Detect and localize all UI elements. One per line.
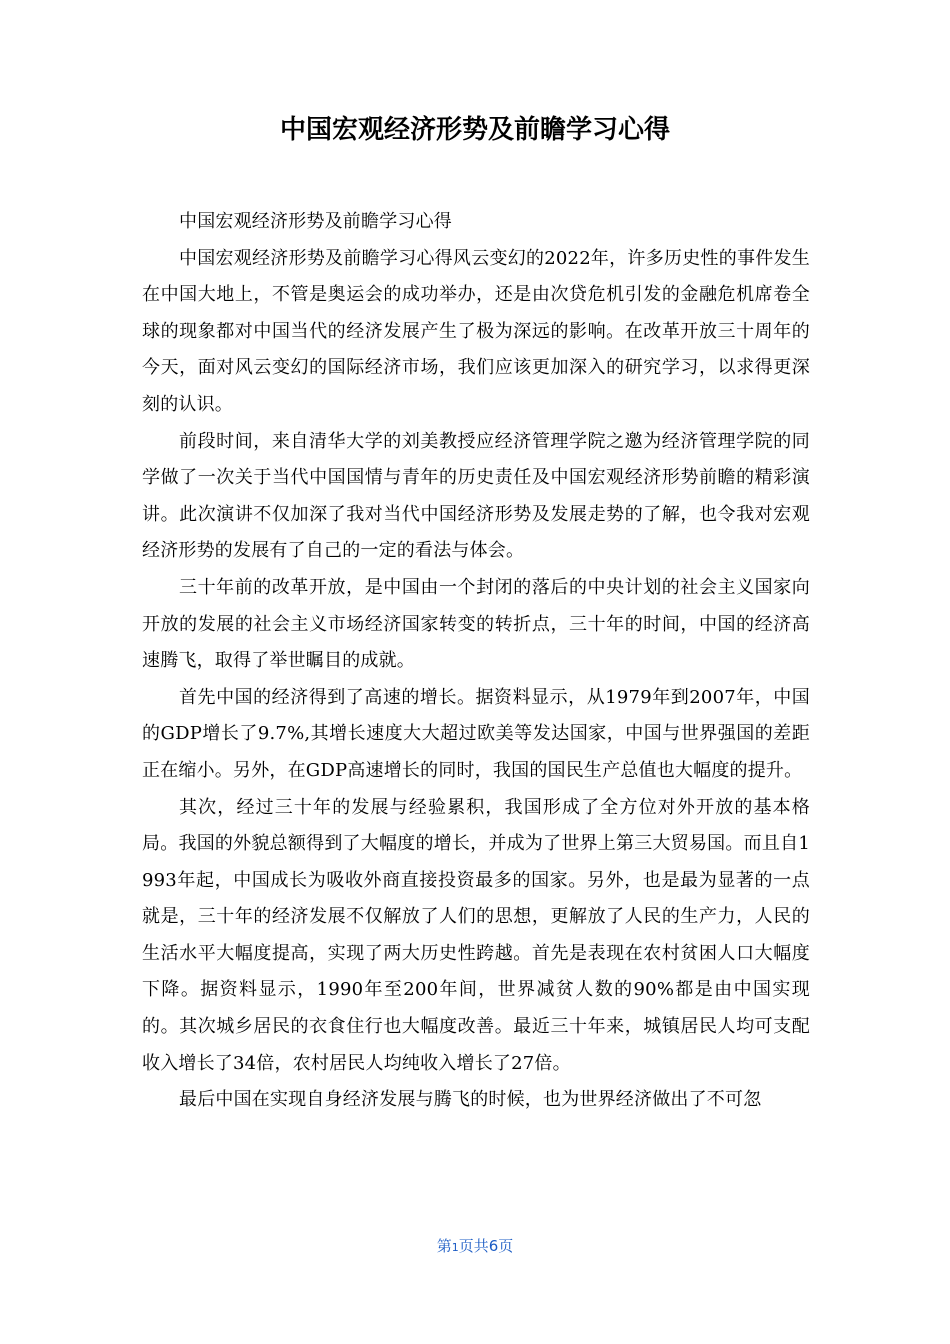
paragraph: 首先中国的经济得到了高速的增长。据资料显示，从1979年到2007年，中国的GDP增长了9.7%,其增长速度大大超过欧美等发达国家，中国与世界强国的差距正在缩小。另外，在GDP高速增长的同时，我国的国民生产总值也大幅度的提升。 — [142, 686, 810, 781]
paragraph: 中国宏观经济形势及前瞻学习心得风云变幻的2022年，许多历史性的事件发生在中国大地上，不管是奥运会的成功举办，还是由次贷危机引发的金融危机席卷全球的现象都对中国当代的经济发展产生了极为深远的影响。在改革开放三十周年的今天，面对风云变幻的国际经济市场，我们应该更加深入的研究学习，以求得更深刻的认识。 — [142, 247, 810, 415]
paragraph: 三十年前的改革开放，是中国由一个封闭的落后的中央计划的社会主义国家向开放的发展的社会主义市场经济国家转变的转折点，三十年的时间，中国的经济高速腾飞，取得了举世瞩目的成就。 — [142, 576, 810, 672]
page-counter-suffix: 页 — [498, 1237, 514, 1255]
page-counter-middle: 页共 — [458, 1237, 489, 1255]
total-pages-number: 6 — [488, 1237, 499, 1255]
paragraph: 最后中国在实现自身经济发展与腾飞的时候，也为世界经济做出了不可忽 — [179, 1089, 762, 1111]
paragraph: 中国宏观经济形势及前瞻学习心得 — [179, 211, 452, 232]
document-body — [142, 204, 810, 1119]
paragraph: 前段时间，来自清华大学的刘美教授应经济管理学院之邀为经济管理学院的同学做了一次关于当代中国国情与青年的历史责任及中国宏观经济形势前瞻的精彩演讲。此次演讲不仅加深了我对当代中国经济形势及发展走势的了解，也令我对宏观经济形势的发展有了自己的一定的看法与体会。 — [142, 430, 810, 562]
page-counter-prefix: 第 — [436, 1237, 452, 1255]
paragraph: 其次，经过三十年的发展与经验累积，我国形成了全方位对外开放的基本格局。我国的外貌总额得到了大幅度的增长，并成为了世界上第三大贸易国。而且自1993年起，中国成长为吸收外商直接投资最多的国家。另外，也是最为显著的一点就是，三十年的经济发展不仅解放了人们的思想，更解放了人民的生产力，人民的生活水平大幅度提高，实现了两大历史性跨越。首先是表现在农村贫困人口大幅度下降。据资料显示，1990年至200年间，世界减贫人数的90%都是由中国实现的。其次城乡居民的衣食住行也大幅度改善。最近三十年来，城镇居民人均可支配收入增长了34倍，农村居民人均纯收入增长了27倍。 — [142, 796, 810, 1074]
page-footer — [0, 1235, 950, 1259]
document-title: 中国宏观经济形势及前瞻学习心得 — [279, 115, 670, 145]
current-page-number: 1 — [451, 1241, 459, 1254]
